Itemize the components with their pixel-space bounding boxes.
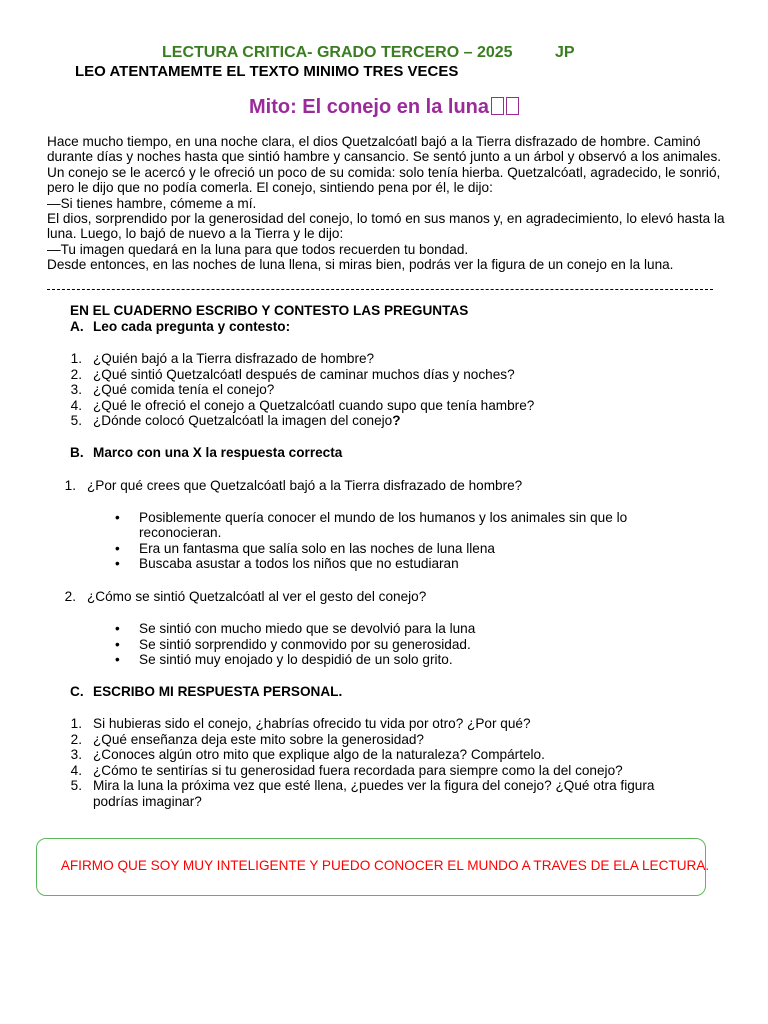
question-c-2: ¿Qué enseñanza deja este mito sobre la generosidad? (93, 732, 424, 747)
question-a-4: ¿Qué le ofreció el conejo a Quetzalcóatl cuando supo que tenía hambre? (93, 398, 535, 413)
item-number: 3. (70, 382, 82, 397)
section-c-title: ESCRIBO MI RESPUESTA PERSONAL. (93, 684, 343, 699)
reading-instruction: LEO ATENTAMEMTE EL TEXTO MINIMO TRES VECES (75, 63, 459, 80)
story-title (0, 96, 768, 119)
option-text: Buscaba asustar a todos los niños que no estudiaran (139, 556, 459, 571)
question-a-5 (93, 413, 401, 429)
section-a-title-text: Leo cada pregunta y contesto (93, 319, 286, 334)
option-b1-1 (115, 510, 699, 541)
item-number: 1. (70, 716, 82, 731)
worksheet-heading: EN EL CUADERNO ESCRIBO Y CONTESTO LAS PREGUNTAS (70, 303, 469, 318)
story-paragraph: Un conejo se le acercó y le ofreció un poco de su comida: solo tenía hierba. Quetzalcóatl, agradecido, le sonrió, pero le dijo que no podía comerla. El conejo, sintiendo pena por él, le dijo: (47, 164, 721, 196)
question-a-3: ¿Qué comida tenía el conejo? (93, 382, 275, 397)
option-b2-3 (115, 652, 453, 667)
item-number: 2. (64, 589, 76, 604)
question-c-1: Si hubieras sido el conejo, ¿habrías ofrecido tu vida por otro? ¿Por qué? (93, 716, 531, 731)
question-b-1: ¿Por qué crees que Quetzalcóatl bajó a la Tierra disfrazado de hombre? (87, 478, 523, 493)
option-b2-1 (115, 621, 476, 636)
item-number: 5. (70, 778, 82, 793)
worksheet-header (162, 44, 575, 62)
option-text: Se sintió muy enojado y lo despidió de un solo grito. (139, 652, 453, 667)
story-paragraph: Desde entonces, en las noches de luna llena, si miras bien, podrás ver la figura de un conejo en la luna. (47, 257, 674, 273)
bullet-icon: • (115, 556, 120, 571)
item-number: 3. (70, 747, 82, 762)
question-b-2: ¿Cómo se sintió Quetzalcóatl al ver el gesto del conejo? (87, 589, 427, 604)
bullet-icon: • (115, 637, 120, 652)
question-a-5-end: ? (392, 413, 401, 428)
option-b2-2 (115, 637, 471, 652)
teacher-initials: JP (555, 44, 575, 61)
section-a-title (93, 319, 290, 335)
option-text: Se sintió sorprendido y conmovido por su generosidad. (139, 637, 471, 652)
bullet-icon: • (115, 510, 120, 525)
option-text: Posiblemente quería conocer el mundo de los humanos y los animales sin que lo reconocieran. (139, 510, 628, 541)
section-a-label: A. (70, 319, 84, 334)
question-a-1: ¿Quién bajó a la Tierra disfrazado de hombre? (93, 351, 375, 366)
missing-glyph-icon (506, 97, 519, 115)
item-number: 1. (64, 478, 76, 493)
dashed-divider (47, 289, 713, 290)
bullet-icon: • (115, 621, 120, 636)
item-number: 4. (70, 398, 82, 413)
item-number: 5. (70, 413, 82, 428)
story-paragraph: El dios, sorprendido por la generosidad del conejo, lo tomó en sus manos y, en agradecimiento, lo elevó hasta la luna. Luego, lo bajó de nuevo a la Tierra y le dijo: (47, 211, 725, 242)
section-b-label: B. (70, 445, 84, 460)
section-c-label: C. (70, 684, 84, 699)
question-c-5: Mira la luna la próxima vez que esté llena, ¿puedes ver la figura del conejo? ¿Qué otra figura podrías imaginar? (93, 778, 655, 809)
option-text: Se sintió con mucho miedo que se devolvió para la luna (139, 621, 476, 636)
story-paragraph: —Si tienes hambre, cómeme a mí. (47, 195, 257, 211)
item-number: 1. (70, 351, 82, 366)
item-number: 2. (70, 732, 82, 747)
question-a-5-text: ¿Dónde colocó Quetzalcóatl la imagen del conejo (93, 413, 393, 428)
question-c-4: ¿Cómo te sentirías si tu generosidad fuera recordada para siempre como la del conejo? (93, 763, 623, 778)
option-text: Era un fantasma que salía solo en las noches de luna llena (139, 541, 495, 556)
question-a-2: ¿Qué sintió Quetzalcóatl después de caminar muchos días y noches? (93, 367, 515, 382)
story-text (47, 134, 727, 273)
option-b1-3 (115, 556, 459, 571)
question-c-3: ¿Conoces algún otro mito que explique algo de la naturaleza? Compártelo. (93, 747, 545, 762)
section-a-colon: : (285, 319, 291, 334)
missing-glyph-icon (491, 97, 504, 115)
bullet-icon: • (115, 652, 120, 667)
affirmation-text: AFIRMO QUE SOY MUY INTELIGENTE Y PUEDO CONOCER EL MUNDO A TRAVES DE ELA LECTURA. (60, 858, 710, 873)
section-b-title: Marco con una X la respuesta correcta (93, 445, 343, 460)
story-paragraph: Hace mucho tiempo, en una noche clara, el dios Quetzalcóatl bajó a la Tierra disfrazado de hombre. Caminó durante días y noches hasta que sintió hambre y cansancio. Se sentó junto a un árbol y observó a los animales. (47, 134, 722, 165)
bullet-icon: • (115, 541, 120, 556)
option-b1-2 (115, 541, 495, 556)
item-number: 4. (70, 763, 82, 778)
story-title-text: Mito: El conejo en la luna (248, 96, 490, 118)
worksheet-title: LECTURA CRITICA- GRADO TERCERO – 2025 (162, 44, 513, 61)
story-paragraph: —Tu imagen quedará en la luna para que todos recuerden tu bondad. (47, 241, 469, 257)
item-number: 2. (70, 367, 82, 382)
